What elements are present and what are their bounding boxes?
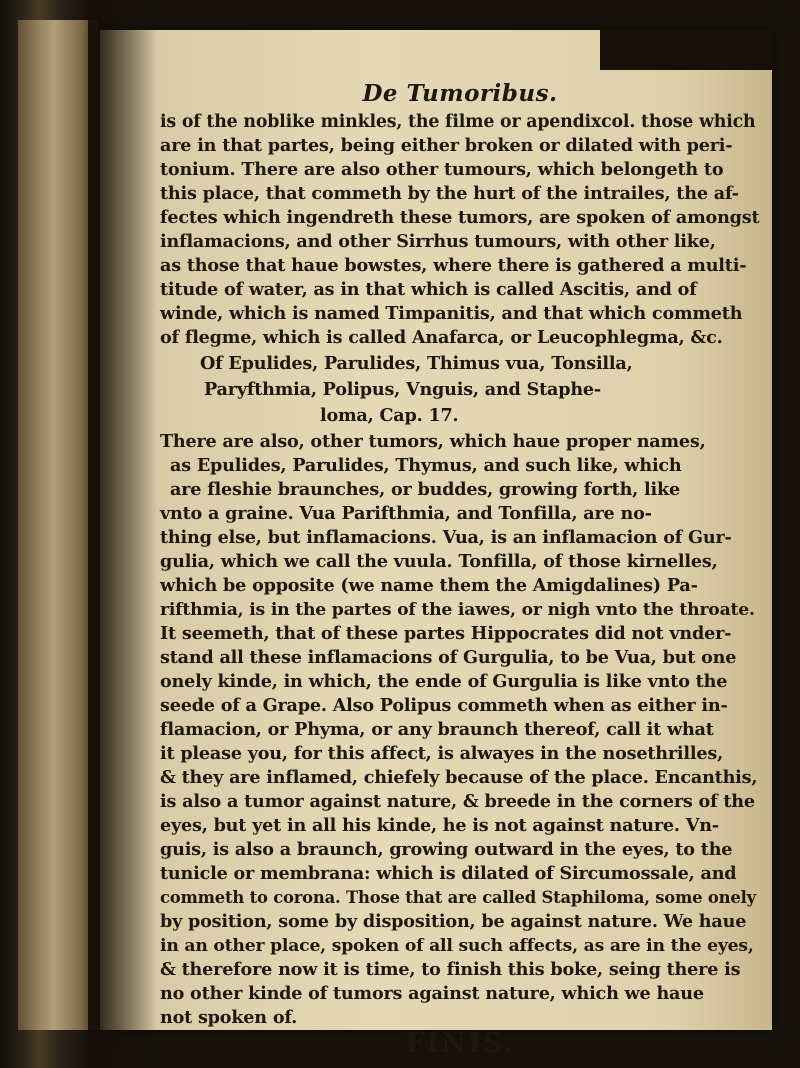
- facing-page-edge: [18, 20, 98, 1030]
- text-line: not spoken of.: [160, 1007, 298, 1028]
- chapter-heading-line: loma, Cap. 17.: [320, 405, 459, 426]
- text-line: onely kinde, in which, the ende of Gurgulia is like vnto the: [160, 671, 728, 692]
- text-line: thing else, but inflamacions. Vua, is an inflamacion of Gur-: [160, 527, 732, 548]
- text-line: tunicle or membrana: which is dilated of Sircumossale, and: [160, 863, 737, 884]
- page-text: [160, 0, 760, 1068]
- text-line: gulia, which we call the vuula. Tonfilla, of those kirnelles,: [160, 551, 718, 572]
- text-line: vnto a graine. Vua Parifthmia, and Tonfilla, are no-: [160, 503, 652, 524]
- text-line: rifthmia, is in the partes of the iawes, or nigh vnto the throate.: [160, 600, 755, 620]
- text-line: seede of a Grape. Also Polipus commeth when as either in-: [160, 695, 728, 716]
- text-line: fectes which ingendreth these tumors, are spoken of amongst: [160, 207, 760, 228]
- text-line: no other kinde of tumors against nature, which we haue: [160, 983, 704, 1004]
- text-line: as those that haue bowstes, where there is gathered a multi-: [160, 255, 747, 276]
- text-line: tonium. There are also other tumours, which belongeth to: [160, 159, 724, 180]
- text-line: inflamacions, and other Sirrhus tumours, with other like,: [160, 231, 716, 252]
- text-line: There are also, other tumors, which haue proper names,: [160, 431, 706, 452]
- finis-colophon: FINIS.: [405, 1028, 515, 1059]
- text-line: titude of water, as in that which is called Ascitis, and of: [160, 279, 697, 300]
- text-line: which be opposite (we name them the Amigdalines) Pa-: [160, 575, 698, 596]
- chapter-heading-line: Paryfthmia, Polipus, Vnguis, and Staphe-: [204, 379, 602, 400]
- text-line: are in that partes, being either broken or dilated with peri-: [160, 135, 733, 156]
- text-line: guis, is also a braunch, growing outward in the eyes, to the: [160, 839, 733, 860]
- text-line: commeth to corona. Those that are called Staphiloma, some onely: [160, 888, 756, 907]
- text-line: & they are inflamed, chiefely because of the place. Encanthis,: [160, 767, 758, 788]
- text-line: of flegme, which is called Anafarca, or Leucophlegma, &c.: [160, 327, 723, 348]
- text-line: it please you, for this affect, is alwayes in the nosethrilles,: [160, 743, 724, 764]
- chapter-heading-line: Of Epulides, Parulides, Thimus vua, Tonsilla,: [200, 353, 633, 374]
- text-line: flamacion, or Phyma, or any braunch thereof, call it what: [160, 719, 714, 740]
- text-line: eyes, but yet in all his kinde, he is not against nature. Vn-: [160, 815, 719, 836]
- text-line: by position, some by disposition, be against nature. We haue: [160, 911, 747, 932]
- text-line: in an other place, spoken of all such affects, as are in the eyes,: [160, 936, 754, 956]
- text-line: as Epulides, Parulides, Thymus, and such like, which: [170, 455, 682, 476]
- text-line: It seemeth, that of these partes Hippocrates did not vnder-: [160, 623, 732, 644]
- text-line: winde, which is named Timpanitis, and that which commeth: [160, 303, 743, 324]
- running-header: De Tumoribus.: [362, 80, 558, 107]
- text-line: this place, that commeth by the hurt of the intrailes, the af-: [160, 183, 739, 204]
- text-line: stand all these inflamacions of Gurgulia, to be Vua, but one: [160, 647, 737, 668]
- text-line: & therefore now it is time, to finish this boke, seing there is: [160, 959, 741, 980]
- gutter-shadow: [88, 0, 158, 1068]
- text-line: is also a tumor against nature, & breede in the corners of the: [160, 791, 755, 812]
- text-line: are fleshie braunches, or buddes, growing forth, like: [170, 479, 680, 500]
- text-line: is of the noblike minkles, the filme or apendixcol. those which: [160, 112, 756, 132]
